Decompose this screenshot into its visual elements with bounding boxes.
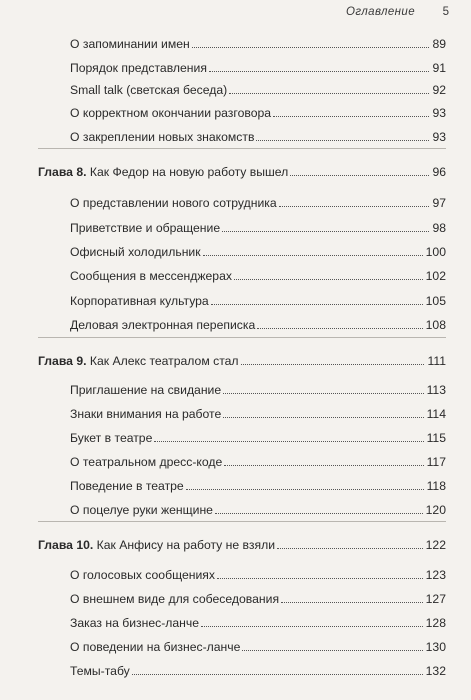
dot-leader [211,304,423,305]
toc-entry-row[interactable] [70,635,446,655]
toc-entry-row[interactable] [70,587,446,607]
dot-leader [132,674,423,675]
dot-leader [217,578,423,579]
chapter-title: Как Федор на новую работу вышел [89,165,289,179]
toc-entry-row[interactable] [70,378,446,398]
dot-leader [215,513,423,514]
toc-chapter-row[interactable] [38,349,446,369]
section-divider [38,337,446,338]
toc-entry-title: Приглашение на свидание [70,383,222,397]
toc-entry-title: Сообщения в мессенджерах [70,269,232,283]
toc-entry-title: О корректном окончании разговора [70,106,272,120]
toc-page-number: 91 [432,61,446,75]
toc-entry-title: Корпоративная культура [70,294,209,308]
dot-leader [277,548,423,549]
toc-entry-title: Офисный холодильник [70,245,201,259]
toc-page-number: 128 [425,616,446,630]
toc-entry-title: О запоминании имен [70,37,190,51]
toc-page-number: 130 [425,640,446,654]
dot-leader [257,328,422,329]
dot-leader [256,140,429,141]
toc-page-number: 120 [425,503,446,517]
toc-page-number: 89 [432,37,446,51]
toc-entry-row[interactable] [70,240,446,260]
dot-leader [224,465,423,466]
toc-entry-row[interactable] [70,426,446,446]
toc-page-number: 132 [425,664,446,678]
dot-leader [273,116,429,117]
toc-entry-title [38,537,275,553]
toc-entry-row[interactable] [70,264,446,284]
running-header [0,4,471,22]
toc-entry-title: О поцелуе руки женщине [70,503,213,517]
dot-leader [186,489,424,490]
header-page-number: 5 [442,6,449,18]
toc-entry-title [38,353,239,369]
chapter-title: Как Алекс театралом стал [89,354,239,368]
toc-entry-row[interactable] [70,450,446,470]
dot-leader [234,279,423,280]
toc-page-number: 102 [425,269,446,283]
toc-entry-title: О голосовых сообщениях [70,568,215,582]
dot-leader [209,71,430,72]
dot-leader [242,650,422,651]
toc-page-number: 98 [432,221,446,235]
toc-entry-row[interactable] [70,313,446,333]
toc-entry-title: Деловая электронная переписка [70,318,256,332]
toc-page-number: 108 [425,318,446,332]
toc-entry-row[interactable] [70,402,446,422]
header-title: Оглавление [346,6,415,18]
toc-entry-row[interactable] [70,474,446,494]
dot-leader [241,364,425,365]
dot-leader [203,255,423,256]
toc-page-number: 111 [427,354,446,368]
toc-page-number: 115 [426,431,446,445]
toc-chapter-row[interactable] [38,160,446,180]
toc-entry-row[interactable] [70,498,446,518]
toc-entry-title [38,164,288,180]
toc-entry-row[interactable] [70,289,446,309]
toc-entry-row[interactable] [70,78,446,98]
chapter-label: Глава 9. [38,354,87,368]
toc-entry-title: О закреплении новых знакомств [70,130,255,144]
toc-entry-title: Поведение в театре [70,479,184,493]
dot-leader [290,175,429,176]
toc-entry-title: Темы-табу [70,664,130,678]
dot-leader [222,231,429,232]
dot-leader [223,417,423,418]
toc-entry-row[interactable] [70,659,446,679]
toc-page-number: 93 [432,130,446,144]
toc-page-number: 113 [426,383,446,397]
dot-leader [279,206,430,207]
toc-entry-title: О внешнем виде для собеседования [70,592,280,606]
toc-entry-title: Букет в театре [70,431,153,445]
toc-entry-row[interactable] [70,191,446,211]
dot-leader [192,47,430,48]
toc-entry-row[interactable] [70,101,446,121]
toc-entry-row[interactable] [70,611,446,631]
chapter-label: Глава 8. [38,165,87,179]
toc-entry-title: Знаки внимания на работе [70,407,222,421]
chapter-label: Глава 10. [38,538,94,552]
toc-page-number: 100 [425,245,446,259]
toc-chapter-row[interactable] [38,533,446,553]
toc-entry-title: О поведении на бизнес-ланче [70,640,241,654]
dot-leader [201,626,423,627]
toc-entry-title: Заказ на бизнес-ланче [70,616,200,630]
toc-entry-row[interactable] [70,125,446,145]
toc-page-number: 92 [432,83,446,97]
toc-entry-title: О театральном дресс-коде [70,455,223,469]
toc-page-number: 117 [426,455,446,469]
toc-entry-title: О представлении нового сотрудника [70,196,277,210]
dot-leader [281,602,423,603]
toc-page-number: 93 [432,106,446,120]
toc-page-number: 122 [425,538,446,552]
toc-entry-row[interactable] [70,216,446,236]
toc-page-number: 105 [425,294,446,308]
toc-entry-row[interactable] [70,563,446,583]
section-divider [38,521,446,522]
toc-entry-row[interactable] [70,56,446,76]
toc-page-number: 96 [432,165,446,179]
dot-leader [154,441,423,442]
toc-page-number: 127 [425,592,446,606]
toc-entry-row[interactable] [70,32,446,52]
toc-page-number: 123 [425,568,446,582]
toc-page-number: 97 [432,196,446,210]
toc-page-number: 118 [426,479,446,493]
dot-leader [229,93,429,94]
toc-entry-title: Small talk (светская беседа) [70,83,228,97]
chapter-title: Как Анфису на работу не взяли [96,538,275,552]
dot-leader [223,393,423,394]
section-divider [38,148,446,149]
toc-page-number: 114 [426,407,446,421]
toc-entry-title: Порядок представления [70,61,207,75]
toc-entry-title: Приветствие и обращение [70,221,221,235]
